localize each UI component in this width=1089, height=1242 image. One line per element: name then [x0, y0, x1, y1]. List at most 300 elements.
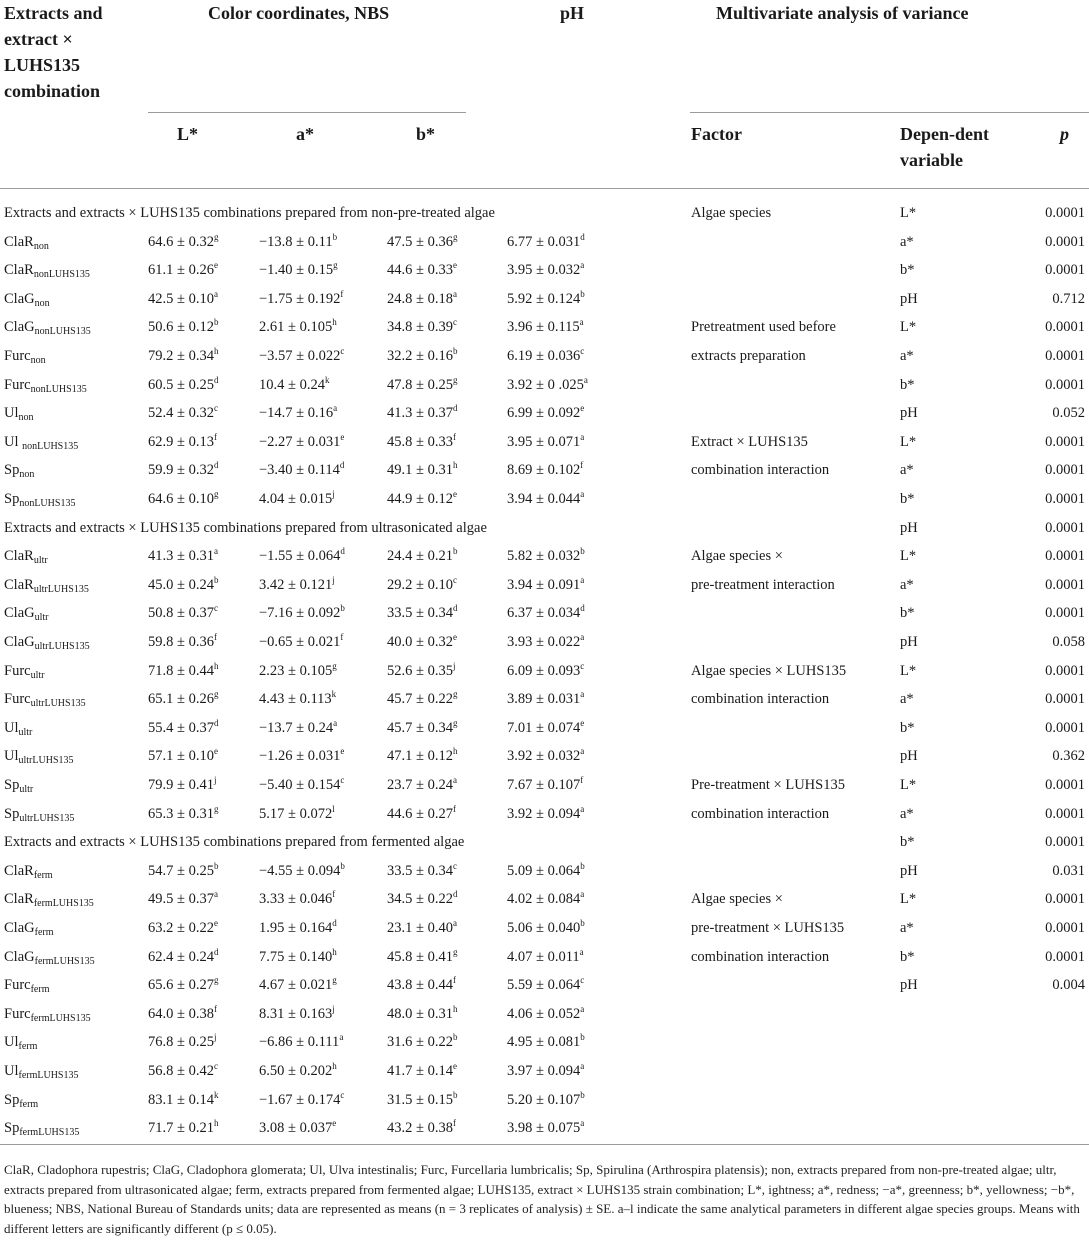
a-cell [259, 775, 344, 795]
ph-cell [507, 661, 584, 681]
row-name-sub: ultrLUHS135 [34, 641, 90, 652]
mva-factor-line: Pre-treatment × LUHS135 [691, 777, 845, 793]
row-name-sub: ultrLUHS135 [30, 698, 86, 710]
a-cell-letter: h [332, 946, 337, 957]
L-cell [148, 546, 218, 566]
L-cell [148, 489, 218, 509]
L-cell-letter: a [213, 889, 218, 900]
L-cell-letter: a [213, 288, 218, 299]
L-cell-letter: e [213, 260, 218, 271]
ph-cell-value: 7.01 ± 0.074 [507, 719, 581, 736]
ph-cell [507, 403, 584, 423]
row-name-main: ClaR [4, 862, 34, 879]
ph-cell-letter: a [580, 1118, 585, 1129]
L-cell-letter: d [213, 374, 219, 385]
b-cell-letter: g [452, 374, 458, 385]
a-cell-letter: a [339, 1032, 344, 1043]
section-label: Extracts and extracts × LUHS135 combinations prepared from fermented algae [4, 834, 465, 851]
row-name [4, 689, 86, 709]
ph-cell [507, 317, 584, 337]
header-col1-line: LUHS135 [4, 55, 81, 75]
a-cell-letter: e [332, 1118, 337, 1129]
row-name [4, 260, 90, 280]
a-cell [259, 1118, 336, 1138]
a-cell-letter: h [332, 317, 337, 328]
L-cell-letter: e [213, 918, 218, 928]
row-name [4, 403, 34, 423]
row-name-sub: non [19, 469, 35, 481]
ph-cell-letter: e [580, 717, 585, 728]
L-cell [148, 1118, 218, 1138]
a-cell-letter: c [340, 775, 345, 785]
mva-dependent: L* [900, 662, 917, 679]
header-col1 [4, 0, 144, 104]
b-cell [387, 804, 456, 824]
row-name [4, 232, 49, 252]
ph-cell [507, 603, 585, 623]
a-cell-value: 1.95 ± 0.164 [259, 920, 333, 936]
ph-cell [507, 546, 585, 566]
L-cell-value: 79.9 ± 0.41 [148, 777, 214, 793]
b-cell-letter: c [452, 860, 457, 871]
a-cell-value: −0.65 ± 0.021 [259, 634, 341, 650]
a-cell [259, 661, 337, 681]
b-cell [387, 661, 455, 681]
mva-dependent: a* [900, 920, 914, 936]
L-cell-value: 55.4 ± 0.37 [148, 719, 214, 736]
ph-cell [507, 918, 585, 938]
mva-p-value: 0.0001 [1045, 662, 1085, 679]
b-cell-value: 23.1 ± 0.40 [387, 920, 453, 936]
L-cell-letter: g [213, 489, 219, 499]
row-name-main: ClaG [4, 290, 35, 307]
ph-cell [507, 375, 588, 395]
b-cell [387, 403, 457, 423]
b-cell [387, 689, 457, 709]
row-name-sub: nonLUHS135 [19, 498, 76, 509]
row-name-main: Furc [4, 348, 31, 364]
ph-cell-letter: b [580, 918, 585, 928]
a-cell-letter: e [340, 431, 345, 442]
mva-p-value: 0.0001 [1045, 262, 1085, 279]
mva-dependent: L* [900, 777, 917, 793]
b-cell [387, 1118, 456, 1138]
ph-cell [507, 460, 583, 480]
L-cell-letter: f [213, 632, 217, 642]
header-subrule-mva [690, 112, 1089, 113]
L-cell-letter: f [213, 1003, 217, 1014]
L-cell [148, 718, 218, 738]
ph-cell-value: 5.09 ± 0.064 [507, 862, 581, 879]
b-cell-value: 24.8 ± 0.18 [387, 290, 453, 307]
a-cell-value: 2.61 ± 0.105 [259, 319, 333, 336]
L-cell [148, 746, 218, 766]
b-cell-letter: b [452, 346, 458, 356]
ph-cell-value: 3.92 ± 0.094 [507, 805, 581, 822]
mva-factor-line: Algae species × LUHS135 [691, 662, 847, 679]
mva-p-value: 0.0001 [1045, 576, 1085, 593]
row-name [4, 861, 53, 881]
ph-cell [507, 975, 584, 995]
a-cell-value: 4.43 ± 0.113 [259, 691, 332, 708]
b-cell [387, 918, 457, 938]
b-cell [387, 1032, 457, 1052]
b-cell-letter: f [452, 431, 456, 442]
mva-p-value: 0.0001 [1045, 519, 1085, 536]
row-name-main: Furc [4, 662, 31, 679]
L-cell-letter: g [213, 803, 219, 814]
ph-cell [507, 432, 584, 452]
b-cell-letter: h [452, 1003, 458, 1014]
mva-dependent: pH [900, 862, 918, 879]
L-cell-letter: j [213, 775, 217, 785]
mva-dependent: L* [900, 205, 917, 221]
L-cell-letter: d [213, 717, 219, 728]
b-cell-letter: c [452, 317, 457, 328]
b-cell-value: 48.0 ± 0.31 [387, 1005, 453, 1022]
b-cell-value: 40.0 ± 0.32 [387, 634, 453, 650]
mva-p-value: 0.0001 [1045, 462, 1085, 479]
row-name-sub: nonLUHS135 [33, 269, 90, 281]
L-cell-value: 65.1 ± 0.26 [148, 691, 214, 708]
mva-dependent: pH [900, 290, 918, 307]
ph-cell-letter: e [580, 403, 585, 414]
b-cell [387, 232, 457, 252]
row-name [4, 375, 87, 395]
b-cell-letter: j [452, 660, 456, 671]
ph-cell [507, 232, 585, 252]
row-name-main: ClaG [4, 605, 35, 622]
mva-p-value: 0.0001 [1045, 834, 1085, 851]
b-cell-letter: e [452, 489, 457, 499]
a-cell-letter: c [340, 1089, 345, 1100]
row-name-main: ClaR [4, 891, 34, 908]
row-name-sub: ferm [33, 869, 53, 881]
b-cell-value: 31.6 ± 0.22 [387, 1034, 453, 1051]
ph-cell-value: 3.97 ± 0.094 [507, 1063, 581, 1079]
b-cell [387, 947, 457, 967]
b-cell [387, 718, 457, 738]
L-cell-value: 59.8 ± 0.36 [148, 634, 214, 650]
header-p: p [1060, 124, 1069, 144]
ph-cell-value: 4.06 ± 0.052 [507, 1005, 581, 1022]
a-cell-letter: b [340, 603, 345, 614]
ph-cell-letter: b [580, 860, 585, 871]
a-cell [259, 975, 337, 995]
a-cell-value: −1.67 ± 0.174 [259, 1091, 341, 1108]
row-name-sub: ultrLUHS135 [18, 755, 74, 767]
b-cell [387, 861, 457, 881]
a-cell-letter: f [340, 288, 344, 299]
b-cell-value: 45.8 ± 0.33 [387, 433, 453, 450]
row-name [4, 1090, 38, 1110]
L-cell-value: 45.0 ± 0.24 [148, 576, 214, 593]
ph-cell-letter: a [580, 889, 585, 900]
a-cell [259, 546, 345, 566]
a-cell-value: −14.7 ± 0.16 [259, 405, 334, 422]
ph-cell-letter: a [580, 1061, 585, 1071]
row-name [4, 661, 44, 681]
ph-cell-value: 5.92 ± 0.124 [507, 290, 581, 307]
mva-p-value: 0.0001 [1045, 233, 1085, 250]
mva-dependent: a* [900, 233, 914, 250]
ph-cell-letter: a [579, 946, 584, 957]
ph-cell-value: 6.09 ± 0.093 [507, 662, 581, 679]
b-cell-value: 45.7 ± 0.22 [387, 691, 453, 708]
b-cell-letter: d [452, 603, 458, 614]
a-cell-letter: a [333, 717, 338, 728]
L-cell-value: 50.8 ± 0.37 [148, 605, 214, 622]
L-cell-value: 71.7 ± 0.21 [148, 1120, 214, 1137]
row-name [4, 718, 32, 738]
b-cell [387, 432, 456, 452]
ph-cell-letter: d [580, 231, 585, 242]
L-cell [148, 575, 218, 595]
b-cell-value: 43.8 ± 0.44 [387, 977, 453, 994]
a-cell-letter: b [340, 860, 345, 871]
L-cell-value: 57.1 ± 0.10 [148, 748, 214, 765]
a-cell-value: 3.08 ± 0.037 [259, 1120, 333, 1137]
a-cell-value: −1.26 ± 0.031 [259, 748, 341, 765]
a-cell [259, 1061, 337, 1081]
L-cell-value: 59.9 ± 0.32 [148, 462, 214, 479]
mva-dependent: L* [900, 319, 917, 336]
b-cell-letter: f [452, 803, 456, 814]
L-cell [148, 947, 218, 967]
b-cell-value: 33.5 ± 0.34 [387, 605, 453, 622]
b-cell [387, 975, 456, 995]
ph-cell-letter: a [579, 317, 584, 328]
a-cell [259, 1090, 344, 1110]
mva-p-value: 0.0001 [1045, 691, 1085, 708]
b-cell-value: 34.5 ± 0.22 [387, 891, 453, 908]
L-cell-letter: h [213, 660, 219, 671]
a-cell [259, 403, 337, 423]
b-cell [387, 260, 457, 280]
a-cell-value: −1.40 ± 0.15 [259, 262, 334, 279]
mva-factor-line: combination interaction [691, 948, 830, 965]
a-cell-letter: h [332, 1061, 337, 1071]
ph-cell [507, 289, 585, 309]
mva-factor-line: combination interaction [691, 462, 830, 479]
b-cell-value: 45.7 ± 0.34 [387, 719, 453, 736]
row-name-main: Ul [4, 1063, 19, 1079]
row-name-sub: ultrLUHS135 [33, 583, 89, 595]
mva-factor-line: Algae species × [691, 891, 783, 908]
row-name [4, 460, 34, 480]
a-cell [259, 918, 337, 938]
a-cell-letter: k [324, 374, 330, 385]
mva-p-value: 0.0001 [1045, 891, 1085, 908]
ph-cell-letter: d [580, 603, 585, 614]
b-cell-value: 33.5 ± 0.34 [387, 862, 453, 879]
L-cell-letter: g [213, 975, 219, 986]
ph-cell-letter: a [580, 574, 585, 585]
mva-p-value: 0.052 [1052, 405, 1085, 422]
a-cell-letter: d [339, 460, 345, 471]
b-cell-letter: g [452, 231, 458, 242]
a-cell [259, 575, 335, 595]
b-cell-value: 44.9 ± 0.12 [387, 491, 453, 507]
L-cell [148, 232, 218, 252]
b-cell [387, 289, 457, 309]
L-cell-value: 52.4 ± 0.32 [148, 405, 214, 422]
row-name-sub: ferm [34, 927, 54, 938]
b-cell-letter: b [452, 1089, 458, 1100]
mva-dependent: a* [900, 348, 914, 364]
L-cell-value: 54.7 ± 0.25 [148, 862, 214, 879]
b-cell-value: 31.5 ± 0.15 [387, 1091, 453, 1108]
L-cell-letter: g [213, 689, 219, 700]
mva-dependent: b* [900, 376, 915, 393]
ph-cell-value: 3.92 ± 0.032 [507, 748, 581, 765]
row-name [4, 889, 94, 909]
ph-cell-value: 6.77 ± 0.031 [507, 233, 581, 250]
a-cell [259, 889, 335, 909]
a-cell [259, 375, 329, 395]
mva-p-value: 0.004 [1052, 977, 1085, 994]
row-name-sub: fermLUHS135 [19, 1127, 80, 1139]
row-name-sub: fermLUHS135 [33, 898, 94, 910]
mva-p-value: 0.0001 [1045, 348, 1085, 364]
row-name-main: Ul [4, 719, 19, 736]
b-cell [387, 603, 457, 623]
L-cell-value: 64.6 ± 0.10 [148, 491, 214, 507]
row-name [4, 918, 54, 938]
L-cell [148, 432, 217, 452]
row-name-sub: fermLUHS135 [30, 1012, 91, 1024]
row-name-main: ClaR [4, 233, 34, 250]
mva-dependent: a* [900, 805, 914, 822]
row-name-sub: ultr [34, 612, 49, 624]
ph-cell [507, 889, 584, 909]
b-cell-letter: a [452, 288, 457, 299]
mva-dependent: pH [900, 405, 918, 422]
mva-factor-line: pre-treatment × LUHS135 [691, 920, 845, 936]
b-cell [387, 1004, 457, 1024]
ph-cell-value: 3.96 ± 0.115 [507, 319, 580, 336]
ph-cell [507, 1004, 584, 1024]
b-cell-value: 52.6 ± 0.35 [387, 662, 453, 679]
L-cell-value: 41.3 ± 0.31 [148, 548, 214, 565]
ph-cell [507, 1090, 585, 1110]
mva-factor-line: Algae species × [691, 548, 783, 565]
ph-cell-letter: a [580, 489, 585, 499]
L-cell-letter: a [213, 546, 218, 557]
a-cell-value: −3.40 ± 0.114 [259, 462, 340, 479]
row-name [4, 346, 46, 366]
b-cell [387, 632, 457, 652]
footnote: ClaR, Cladophora rupestris; ClaG, Cladophora glomerata; Ul, Ulva intestinalis; Furc, Furcellaria lumbricalis; Sp, Spirulina (Arthrospira platensis); non, extracts prepared from non-pre-treated algae; ultr, extracts prepared from ultrasonicated algae; ferm, extracts prepared from fermented algae; LUHS135, extract × LUHS135 strain combination; L*, ightness; a*, redness; −a*, greenness; b*, yellowness; −b*, blueness; NBS, National Bureau of Standards units; data are represented as means (n = 3 replicates of analysis) ± SE. a–l indicate the same analytical parameters in different algae species groups. Means with different letters are significantly different (p ≤ 0.05). [4, 1162, 1080, 1236]
b-cell-letter: d [452, 889, 458, 900]
row-name-main: ClaR [4, 262, 34, 279]
ph-cell-letter: b [580, 288, 585, 299]
row-name-main: Ul [4, 1034, 19, 1051]
L-cell [148, 603, 218, 623]
a-cell [259, 632, 343, 652]
a-cell-value: −6.86 ± 0.111 [259, 1034, 340, 1051]
ph-cell-letter: a [583, 374, 588, 385]
b-cell-value: 47.1 ± 0.12 [387, 748, 453, 765]
ph-cell [507, 746, 584, 766]
mva-dependent: b* [900, 719, 915, 736]
L-cell [148, 632, 217, 652]
header-dependent-line: Depen-dent [900, 124, 989, 144]
row-name-main: Sp [4, 462, 20, 479]
ph-cell-value: 4.95 ± 0.081 [507, 1034, 581, 1051]
a-cell [259, 289, 343, 309]
a-cell [259, 317, 337, 337]
L-cell-value: 49.5 ± 0.37 [148, 891, 214, 908]
b-cell [387, 889, 457, 909]
b-cell-value: 34.8 ± 0.39 [387, 319, 453, 336]
L-cell [148, 661, 218, 681]
row-name [4, 1004, 91, 1024]
L-cell [148, 775, 216, 795]
section-label: Extracts and extracts × LUHS135 combinations prepared from non-pre-treated algae [4, 205, 495, 221]
mva-factor-line: extracts preparation [691, 348, 806, 364]
b-cell-value: 32.2 ± 0.16 [387, 348, 453, 364]
ph-cell-value: 3.98 ± 0.075 [507, 1120, 581, 1137]
a-cell-value: 6.50 ± 0.202 [259, 1063, 333, 1079]
a-cell [259, 947, 337, 967]
L-cell-value: 76.8 ± 0.25 [148, 1034, 214, 1051]
row-name [4, 975, 49, 995]
a-cell [259, 346, 344, 366]
mva-p-value: 0.031 [1052, 862, 1085, 879]
L-cell-letter: h [213, 1118, 219, 1129]
mva-dependent: a* [900, 691, 914, 708]
a-cell-letter: j [332, 1003, 335, 1014]
a-cell-value: −3.57 ± 0.022 [259, 348, 341, 364]
row-name-main: ClaR [4, 576, 34, 593]
ph-cell [507, 947, 584, 967]
L-cell-letter: h [213, 346, 219, 356]
L-cell-value: 71.8 ± 0.44 [148, 662, 214, 679]
b-cell-value: 47.8 ± 0.25 [387, 376, 453, 393]
a-cell-letter: d [340, 546, 345, 557]
b-cell [387, 489, 457, 509]
a-cell-value: 4.04 ± 0.015 [259, 491, 333, 507]
a-cell-letter: d [332, 918, 337, 928]
b-cell-letter: b [452, 546, 458, 557]
L-cell-letter: c [213, 403, 218, 414]
mva-dependent: b* [900, 834, 915, 851]
L-cell-value: 62.9 ± 0.13 [148, 433, 214, 450]
section-label: Extracts and extracts × LUHS135 combinations prepared from ultrasonicated algae [4, 519, 487, 536]
ph-cell-value: 3.95 ± 0.032 [507, 262, 581, 279]
row-name [4, 317, 91, 337]
L-cell-letter: k [213, 1089, 219, 1100]
b-cell-letter: f [452, 1118, 456, 1129]
mva-p-value: 0.058 [1052, 634, 1085, 650]
ph-cell-value: 3.92 ± 0 .025 [507, 376, 584, 393]
b-cell-letter: g [452, 717, 458, 728]
row-name-sub: ultr [33, 555, 48, 567]
b-cell-value: 44.6 ± 0.27 [387, 805, 453, 822]
a-cell-value: −1.55 ± 0.064 [259, 548, 341, 565]
b-cell-value: 47.5 ± 0.36 [387, 233, 453, 250]
a-cell-value: −13.7 ± 0.24 [259, 719, 334, 736]
mva-factor-line: combination interaction [691, 805, 830, 822]
a-cell-value: −7.16 ± 0.092 [259, 605, 341, 622]
L-cell [148, 689, 218, 709]
a-cell-letter: g [332, 660, 337, 671]
a-cell-letter: l [332, 803, 335, 814]
header-col1-line: extract × [4, 29, 73, 49]
b-cell-value: 45.8 ± 0.41 [387, 948, 453, 965]
mva-p-value: 0.0001 [1045, 777, 1085, 793]
